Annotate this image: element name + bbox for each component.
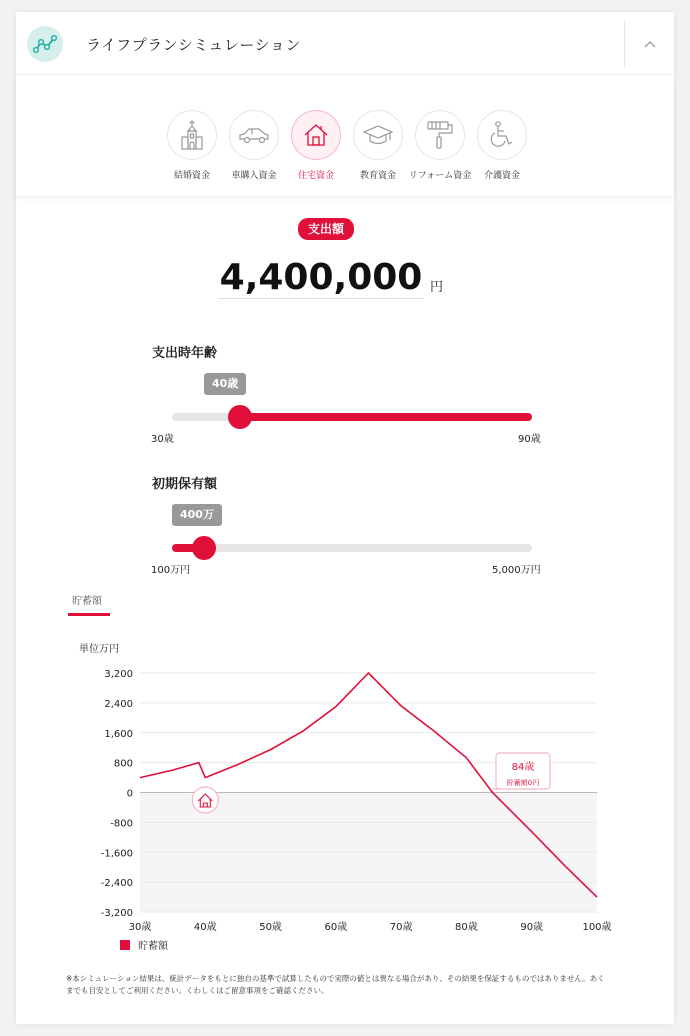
callout-pointer [493,789,502,790]
x-tick-label: 30歳 [128,922,152,933]
y-tick-label: -3,200 [100,908,133,919]
legend-swatch [120,940,130,950]
y-tick-label: 2,400 [104,698,133,710]
y-tick-label: -1,600 [100,848,133,860]
x-tick-label: 100歳 [582,922,612,933]
x-tick-label: 40歳 [193,922,217,933]
x-tick-label: 50歳 [259,922,282,933]
house-marker [192,787,218,813]
callout-title: 84歳 [511,762,535,773]
age-min-label: 30歳 [151,434,174,445]
y-tick-label: 800 [113,758,133,770]
chart-legend [120,937,168,952]
callout-sub: 貯蓄額0円 [506,779,540,787]
savings-value-tooltip: 400万 [172,504,222,526]
legend-label: 貯蓄額 [138,941,168,952]
category-label: 教育資金 [359,171,396,181]
chart-unit-label: 単位万円 [79,644,119,655]
category-label: 結婚資金 [173,171,210,181]
app-title: ライフプランシミュレーション [86,36,301,54]
amount-unit: 円 [430,280,444,295]
category-label: 住宅資金 [297,171,334,181]
x-tick-label: 90歳 [520,922,544,933]
expense-badge: 支出額 [298,218,354,240]
y-tick-label: 0 [126,788,133,800]
tab-savings[interactable]: 貯蓄額 [72,596,102,607]
x-tick-label: 60歳 [324,922,348,933]
category-label: 車購入資金 [231,171,277,181]
savings-min-label: 100万円 [151,565,191,576]
x-tick-label: 80歳 [455,922,478,933]
age-value-tooltip: 40歳 [204,373,246,395]
y-tick-label: -800 [110,818,133,830]
y-tick-label: 3,200 [104,669,133,680]
disclaimer-footnote: ※本シミュレーション結果は、統計データをもとに独自の基準で試算したもので実際の値とは異なる場合があり、その結果を保証するものではありません。あくまでも目安としてご利用ください。くわしくはご留意事項をご確認ください。 [66,974,605,995]
category-label: リフォーム資金 [408,171,472,181]
y-tick-label: 1,600 [104,728,133,740]
age-slider-label: 支出時年齢 [152,346,218,361]
age-max-label: 90歳 [518,434,541,445]
x-tick-label: 70歳 [389,922,413,933]
category-label: 介護資金 [483,171,520,181]
savings-slider-label: 初期保有額 [152,477,218,492]
y-tick-label: -2,400 [100,878,133,890]
savings-max-label: 5,000万円 [492,565,541,576]
